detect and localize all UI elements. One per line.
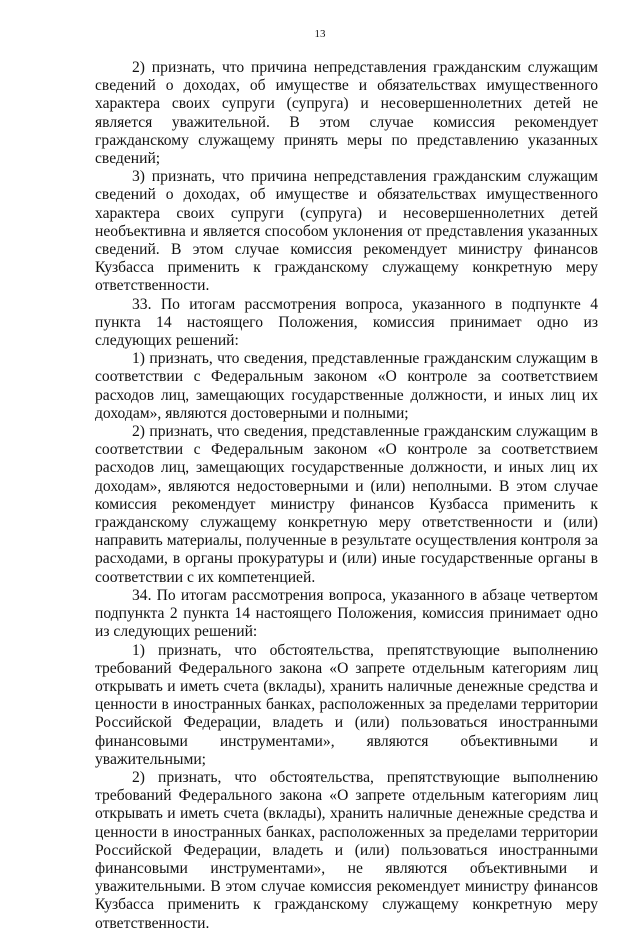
paragraph-33-item-1: 1) признать, что сведения, представленные гражданским служащим в соответствии с Федеральным законом «О контроле за соответствием расходов лиц, замещающих государственные должности, и иных лиц их доходам», являются достоверными и полными; bbox=[95, 350, 598, 422]
paragraph-34-item-1: 1) признать, что обстоятельства, препятствующие выполнению требований Федерального закона «О запрете отдельным категориям лиц открывать и иметь счета (вклады), хранить наличные денежные средства и ценности в иностранных банках, расположенных за пределами территории Российской Федерации, владеть и (или) пользоваться иностранными финансовыми инструментами», являются объективными и уважительными; bbox=[95, 641, 598, 768]
document-body bbox=[95, 59, 598, 933]
paragraph-34-intro: 34. По итогам рассмотрения вопроса, указанного в абзаце четвертом подпункта 2 пункта 14 настоящего Положения, комиссия принимает одно из следующих решений: bbox=[95, 586, 598, 641]
paragraph-33-intro: 33. По итогам рассмотрения вопроса, указанного в подпункте 4 пункта 14 настоящего Положения, комиссия принимает одно из следующих решений: bbox=[95, 295, 598, 350]
paragraph-34-item-2: 2) признать, что обстоятельства, препятствующие выполнению требований Федерального закона «О запрете отдельным категориям лиц открывать и иметь счета (вклады), хранить наличные денежные средства и ценности в иностранных банках, расположенных за пределами территории Российской Федерации, владеть и (или) пользоваться иностранными финансовыми инструментами», не являются объективными и уважительными. В этом случае комиссия рекомендует министру финансов Кузбасса применить к гражданскому служащему конкретную меру ответственности. bbox=[95, 768, 598, 932]
paragraph-33-item-2: 2) признать, что сведения, представленные гражданским служащим в соответствии с Федеральным законом «О контроле за соответствием расходов лиц, замещающих государственные должности, и иных лиц их доходам», являются недостоверными и (или) неполными. В этом случае комиссия рекомендует министру финансов Кузбасса применить к гражданскому служащему конкретную меру ответственности и (или) направить материалы, полученные в результате осуществления контроля за расходами, в органы прокуратуры и (или) иные государственные органы в соответствии с их компетенцией. bbox=[95, 423, 598, 586]
paragraph-32-item-3: 3) признать, что причина непредставления гражданским служащим сведений о доходах, об имуществе и обязательствах имущественного характера своих супруги (супруга) и несовершеннолетних детей необъективна и является способом уклонения от представления указанных сведений. В этом случае комиссия рекомендует министру финансов Кузбасса применить к гражданскому служащему конкретную меру ответственности. bbox=[95, 168, 598, 295]
page-number: 13 bbox=[314, 28, 326, 40]
paragraph-32-item-2: 2) признать, что причина непредставления гражданским служащим сведений о доходах, об имуществе и обязательствах имущественного характера своих супруги (супруга) и несовершеннолетних детей не является уважительной. В этом случае комиссия рекомендует гражданскому служащему принять меры по представлению указанных сведений; bbox=[95, 59, 598, 168]
